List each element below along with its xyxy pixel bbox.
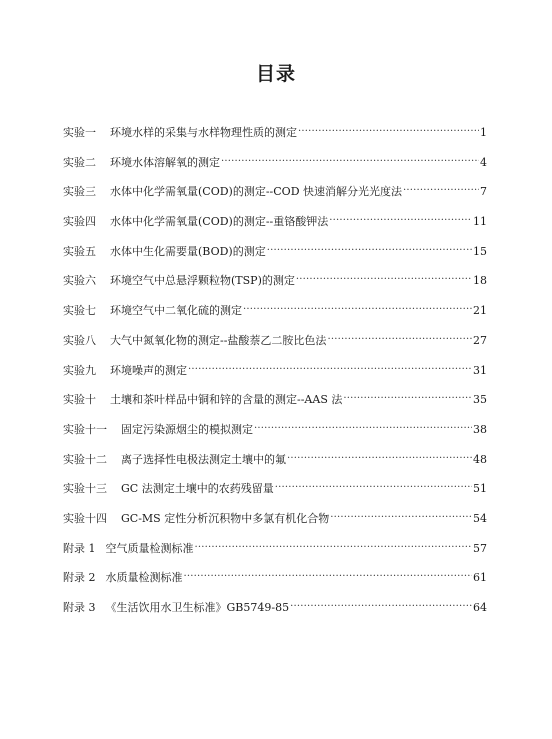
toc-entry-page-number: 54 (473, 511, 487, 525)
toc-entry-title: GC 法测定土壤中的农药残留量 (121, 482, 274, 496)
dot-leader (254, 421, 472, 433)
toc-entry-page-number: 15 (473, 244, 487, 258)
toc-entry[interactable] (63, 124, 487, 154)
dot-leader (221, 154, 479, 166)
toc-entry[interactable] (63, 154, 487, 184)
dot-leader (243, 302, 472, 314)
toc-entry-title: 水质量检测标准 (105, 571, 183, 585)
toc-entry-page-number: 61 (473, 571, 487, 585)
toc-entry[interactable] (63, 391, 487, 421)
toc-entry-title: 环境空气中总悬浮颗粒物(TSP)的测定 (110, 274, 295, 288)
dot-leader (296, 272, 472, 284)
toc-entry-label: 实验三 (63, 185, 96, 199)
toc-entry-title: 空气质量检测标准 (105, 541, 194, 555)
toc-entry[interactable] (63, 480, 487, 510)
toc-entry-page-number: 57 (473, 541, 487, 555)
toc-entry-label: 实验十二 (63, 452, 107, 466)
toc-entry-page-number: 48 (473, 452, 487, 466)
toc-entry[interactable] (63, 421, 487, 451)
toc-entry-page-number: 4 (480, 155, 487, 169)
dot-leader (275, 480, 472, 492)
toc-entry-label: 实验七 (63, 304, 96, 318)
dot-leader (403, 183, 479, 195)
toc-entry-label: 附录 3 (63, 601, 96, 614)
dot-leader (343, 391, 472, 403)
dot-leader (290, 599, 472, 611)
dot-leader (330, 510, 472, 522)
toc-entry-page-number: 35 (473, 393, 487, 407)
toc-entry[interactable] (63, 451, 487, 481)
toc-entry[interactable] (63, 332, 487, 362)
dot-leader (195, 540, 473, 552)
toc-entry-label: 实验一 (63, 126, 96, 139)
dot-leader (327, 332, 472, 344)
toc-entry-page-number: 38 (473, 422, 487, 436)
toc-entry-title: 环境噪声的测定 (110, 363, 187, 377)
toc-entry-label: 实验五 (63, 244, 96, 258)
toc-entry-label: 实验十一 (63, 422, 107, 436)
toc-entry-label: 实验八 (63, 333, 96, 347)
toc-entry[interactable] (63, 213, 487, 243)
dot-leader (267, 243, 472, 255)
toc-entry-page-number: 64 (473, 601, 487, 614)
toc-entry-label: 附录 1 (63, 541, 96, 555)
page-title: 目录 (255, 63, 296, 85)
dot-leader (184, 569, 473, 581)
toc-entry-page-number: 1 (480, 126, 487, 139)
toc-entry[interactable] (63, 362, 487, 392)
toc-entry-title: 环境水体溶解氧的测定 (110, 155, 220, 169)
toc-entry-label: 实验六 (63, 274, 96, 288)
toc-entry[interactable] (63, 510, 487, 540)
toc-entry-title: GC-MS 定性分析沉积物中多氯有机化合物 (121, 511, 330, 525)
table-of-contents (63, 124, 487, 629)
toc-entry-title: 水体中生化需要量(BOD)的测定 (110, 244, 266, 258)
toc-entry[interactable] (63, 302, 487, 332)
toc-entry-label: 附录 2 (63, 571, 96, 585)
toc-entry[interactable] (63, 540, 487, 570)
toc-entry-page-number: 31 (473, 363, 487, 377)
toc-entry-label: 实验四 (63, 215, 96, 229)
toc-entry-title: 环境水样的采集与水样物理性质的测定 (110, 126, 297, 139)
toc-entry-title: 环境空气中二氧化硫的测定 (110, 304, 242, 318)
toc-entry-page-number: 7 (480, 185, 487, 199)
toc-entry[interactable] (63, 569, 487, 599)
toc-entry-page-number: 27 (473, 333, 487, 347)
toc-entry-page-number: 11 (473, 215, 487, 229)
dot-leader (329, 213, 472, 225)
toc-entry[interactable] (63, 272, 487, 302)
toc-entry-title: 《生活饮用水卫生标准》GB5749-85 (105, 601, 290, 614)
toc-entry-label: 实验十四 (63, 511, 107, 525)
toc-entry-title: 离子选择性电极法测定土壤中的氟 (121, 452, 286, 466)
toc-entry-label: 实验十三 (63, 482, 107, 496)
toc-entry-label: 实验十 (63, 393, 96, 407)
toc-entry[interactable] (63, 599, 487, 629)
toc-entry-title: 固定污染源烟尘的模拟测定 (121, 422, 253, 436)
toc-entry[interactable] (63, 243, 487, 273)
toc-entry-title: 土壤和茶叶样品中铜和锌的含量的测定--AAS 法 (110, 393, 343, 407)
toc-entry-title: 大气中氮氧化物的测定--盐酸萘乙二胺比色法 (110, 333, 327, 347)
dot-leader (188, 362, 472, 374)
toc-entry-title: 水体中化学需氧量(COD)的测定--重铬酸钾法 (110, 215, 329, 229)
toc-entry-title: 水体中化学需氧量(COD)的测定--COD 快速消解分光光度法 (110, 185, 403, 199)
toc-entry-page-number: 51 (473, 482, 487, 496)
toc-entry-page-number: 18 (473, 274, 487, 288)
toc-entry-label: 实验九 (63, 363, 96, 377)
dot-leader (287, 451, 472, 463)
toc-entry-label: 实验二 (63, 155, 96, 169)
dot-leader (298, 124, 479, 136)
toc-entry[interactable] (63, 183, 487, 213)
toc-entry-page-number: 21 (473, 304, 487, 318)
